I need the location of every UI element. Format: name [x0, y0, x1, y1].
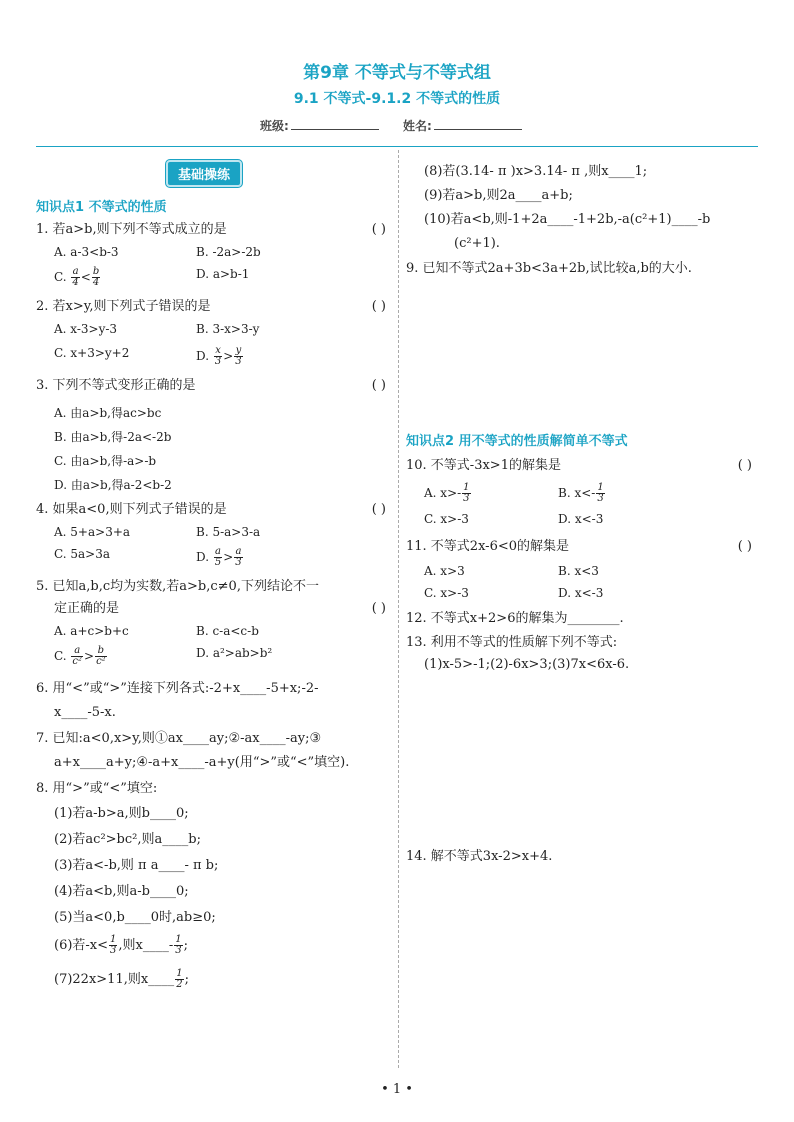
knowledge-point-1: 知识点1 不等式的性质 — [36, 200, 167, 215]
answer-paren[interactable]: ( ) — [371, 601, 386, 616]
question-6 — [36, 677, 392, 725]
q8-continued — [406, 160, 758, 256]
q5-options — [36, 624, 392, 638]
q8-item-10-cont: (c²+1). — [454, 236, 500, 251]
q1-stem: 1. 若a>b,则下列不等式成立的是 — [36, 222, 227, 237]
header-rule — [36, 146, 758, 147]
q10-options-cd — [406, 512, 758, 526]
name-bar — [260, 117, 542, 134]
q4-option-b[interactable]: B. 5-a>3-a — [196, 525, 261, 539]
q2-options — [36, 322, 392, 336]
answer-paren[interactable]: ( ) — [737, 539, 752, 554]
answer-paren[interactable]: ( ) — [737, 458, 752, 473]
q10-options — [406, 483, 758, 504]
knowledge-point-2: 知识点2 用不等式的性质解简单不等式 — [406, 434, 628, 449]
question-14: 14. 解不等式3x-2>x+4. — [406, 849, 553, 864]
right-column — [406, 160, 758, 866]
q3-option-c[interactable]: C. 由a>b,得-a>-b — [54, 454, 157, 468]
q8-stem: 8. 用“>”或“<”填空: — [36, 781, 158, 796]
q10-option-a[interactable]: A. x>- $\frac{1}{3}$ — [424, 482, 470, 504]
q6-line-2: x____-5-x. — [54, 705, 116, 720]
q5-stem-2: 定正确的是 — [54, 601, 120, 616]
q11-option-c[interactable]: C. x>-3 — [424, 586, 469, 600]
name-label: 姓名: — [403, 119, 432, 133]
q2-option-b[interactable]: B. 3-x>3-y — [196, 322, 260, 336]
question-3 — [36, 377, 392, 395]
q11-options — [406, 564, 758, 578]
q7-line-2: a+x____a+y;④-a+x____-a+y(用“>”或“<”填空). — [54, 755, 350, 770]
q11-option-d[interactable]: D. x<-3 — [558, 586, 604, 600]
q1-options-cd — [36, 267, 392, 288]
q8-item-1[interactable]: (1)若a-b>a,则b____0; — [54, 806, 189, 821]
q1-option-b[interactable]: B. -2a>-2b — [196, 245, 261, 259]
answer-paren[interactable]: ( ) — [371, 502, 386, 517]
class-label: 班级: — [260, 119, 289, 133]
q13-stem: 13. 利用不等式的性质解下列不等式: — [406, 635, 618, 650]
question-2 — [36, 298, 392, 316]
question-8 — [36, 777, 392, 993]
q4-option-d[interactable]: D. $\frac{a}{5}$ > $\frac{a}{3}$ — [196, 546, 242, 568]
q10-option-b[interactable]: B. x<- $\frac{1}{3}$ — [558, 482, 604, 504]
q8-item-5[interactable]: (5)当a<0,b____0时,ab≥0; — [54, 910, 216, 925]
q8-item-6[interactable]: (6)若-x< $\frac{1}{3}$ ,则x____- $\frac{1}{3}$ ; — [54, 934, 189, 956]
class-blank[interactable] — [291, 118, 379, 130]
question-1 — [36, 221, 392, 239]
q13-items: (1)x-5>-1;(2)-6x>3;(3)7x<6x-6. — [424, 657, 630, 672]
q11-option-a[interactable]: A. x>3 — [424, 564, 465, 578]
q5-options-cd — [36, 646, 392, 667]
q5-option-a[interactable]: A. a+c>b+c — [54, 624, 129, 638]
q8-item-7[interactable]: (7)22x>11,则x____ $\frac{1}{2}$ ; — [54, 968, 189, 990]
answer-paren[interactable]: ( ) — [371, 222, 386, 237]
q10-option-d[interactable]: D. x<-3 — [558, 512, 604, 526]
q1-options — [36, 245, 392, 259]
q5-option-b[interactable]: B. c-a<c-b — [196, 624, 259, 638]
q11-stem: 11. 不等式2x-6<0的解集是 — [406, 539, 570, 554]
section-subtitle: 9.1 不等式-9.1.2 不等式的性质 — [293, 91, 501, 107]
q3-options — [36, 401, 392, 497]
q2-option-c[interactable]: C. x+3>y+2 — [54, 346, 130, 360]
chapter-title: 第9章 不等式与不等式组 — [303, 63, 491, 83]
q10-stem: 10. 不等式-3x>1的解集是 — [406, 458, 561, 473]
q7-line-1: 7. 已知:a<0,x>y,则①ax____ay;②-ax____-ay;③ — [36, 731, 322, 746]
question-11 — [406, 538, 758, 556]
page-number: • 1 • — [381, 1082, 413, 1097]
q3-option-b[interactable]: B. 由a>b,得-2a<-2b — [54, 430, 172, 444]
q4-options — [36, 525, 392, 539]
q4-options-cd — [36, 547, 392, 568]
answer-paren[interactable]: ( ) — [371, 299, 386, 314]
q1-option-d[interactable]: D. a>b-1 — [196, 267, 250, 281]
q6-line-1: 6. 用“<”或“>”连接下列各式:-2+x____-5+x;-2- — [36, 681, 319, 696]
answer-paren[interactable]: ( ) — [371, 378, 386, 393]
q4-stem: 4. 如果a<0,则下列式子错误的是 — [36, 502, 227, 517]
q8-item-2[interactable]: (2)若ac²>bc²,则a____b; — [54, 832, 201, 847]
q8-item-9[interactable]: (9)若a>b,则2a____a+b; — [424, 188, 573, 203]
q5-option-d[interactable]: D. a²>ab>b² — [196, 646, 273, 660]
question-9: 9. 已知不等式2a+3b<3a+2b,试比较a,b的大小. — [406, 261, 692, 276]
q8-item-8[interactable]: (8)若(3.14- π )x>3.14- π ,则x____1; — [424, 164, 648, 179]
column-divider — [398, 150, 399, 1068]
q3-option-a[interactable]: A. 由a>b,得ac>bc — [54, 406, 162, 420]
q2-stem: 2. 若x>y,则下列式子错误的是 — [36, 299, 211, 314]
q4-option-c[interactable]: C. 5a>3a — [54, 547, 111, 561]
q8-item-10[interactable]: (10)若a<b,则-1+2a____-1+2b,-a(c²+1)____-b — [424, 212, 711, 227]
q11-option-b[interactable]: B. x<3 — [558, 564, 599, 578]
q11-options-cd — [406, 586, 758, 600]
q1-option-a[interactable]: A. a-3<b-3 — [54, 245, 119, 259]
question-5 — [36, 578, 392, 618]
q2-option-a[interactable]: A. x-3>y-3 — [54, 322, 118, 336]
q8-item-4[interactable]: (4)若a<b,则a-b____0; — [54, 884, 189, 899]
question-12[interactable]: 12. 不等式x+2>6的解集为________. — [406, 611, 624, 626]
q2-options-cd — [36, 346, 392, 367]
q8-subitems — [36, 801, 392, 993]
question-7 — [36, 727, 392, 775]
left-column — [36, 160, 392, 993]
question-4 — [36, 501, 392, 519]
q10-option-c[interactable]: C. x>-3 — [424, 512, 469, 526]
q5-option-c[interactable]: C. $\frac{a}{\text{c²}}$ > $\frac{b}{\text{c²}}$ — [54, 645, 106, 667]
q3-stem: 3. 下列不等式变形正确的是 — [36, 378, 196, 393]
q2-option-d[interactable]: D. $\frac{x}{3}$ > $\frac{y}{3}$ — [196, 345, 242, 367]
question-13 — [406, 634, 758, 674]
q8-item-3[interactable]: (3)若a<-b,则 π a____- π b; — [54, 858, 219, 873]
q3-option-d[interactable]: D. 由a>b,得a-2<b-2 — [54, 478, 172, 492]
section-badge: 基础操练 — [166, 160, 242, 187]
q1-option-c[interactable]: C. $\frac{a}{4}$ < $\frac{b}{4}$ — [54, 266, 100, 288]
name-blank[interactable] — [434, 118, 522, 130]
q5-stem-1: 5. 已知a,b,c均为实数,若a>b,c≠0,下列结论不一 — [36, 579, 319, 594]
q4-option-a[interactable]: A. 5+a>3+a — [54, 525, 131, 539]
question-10 — [406, 457, 758, 475]
